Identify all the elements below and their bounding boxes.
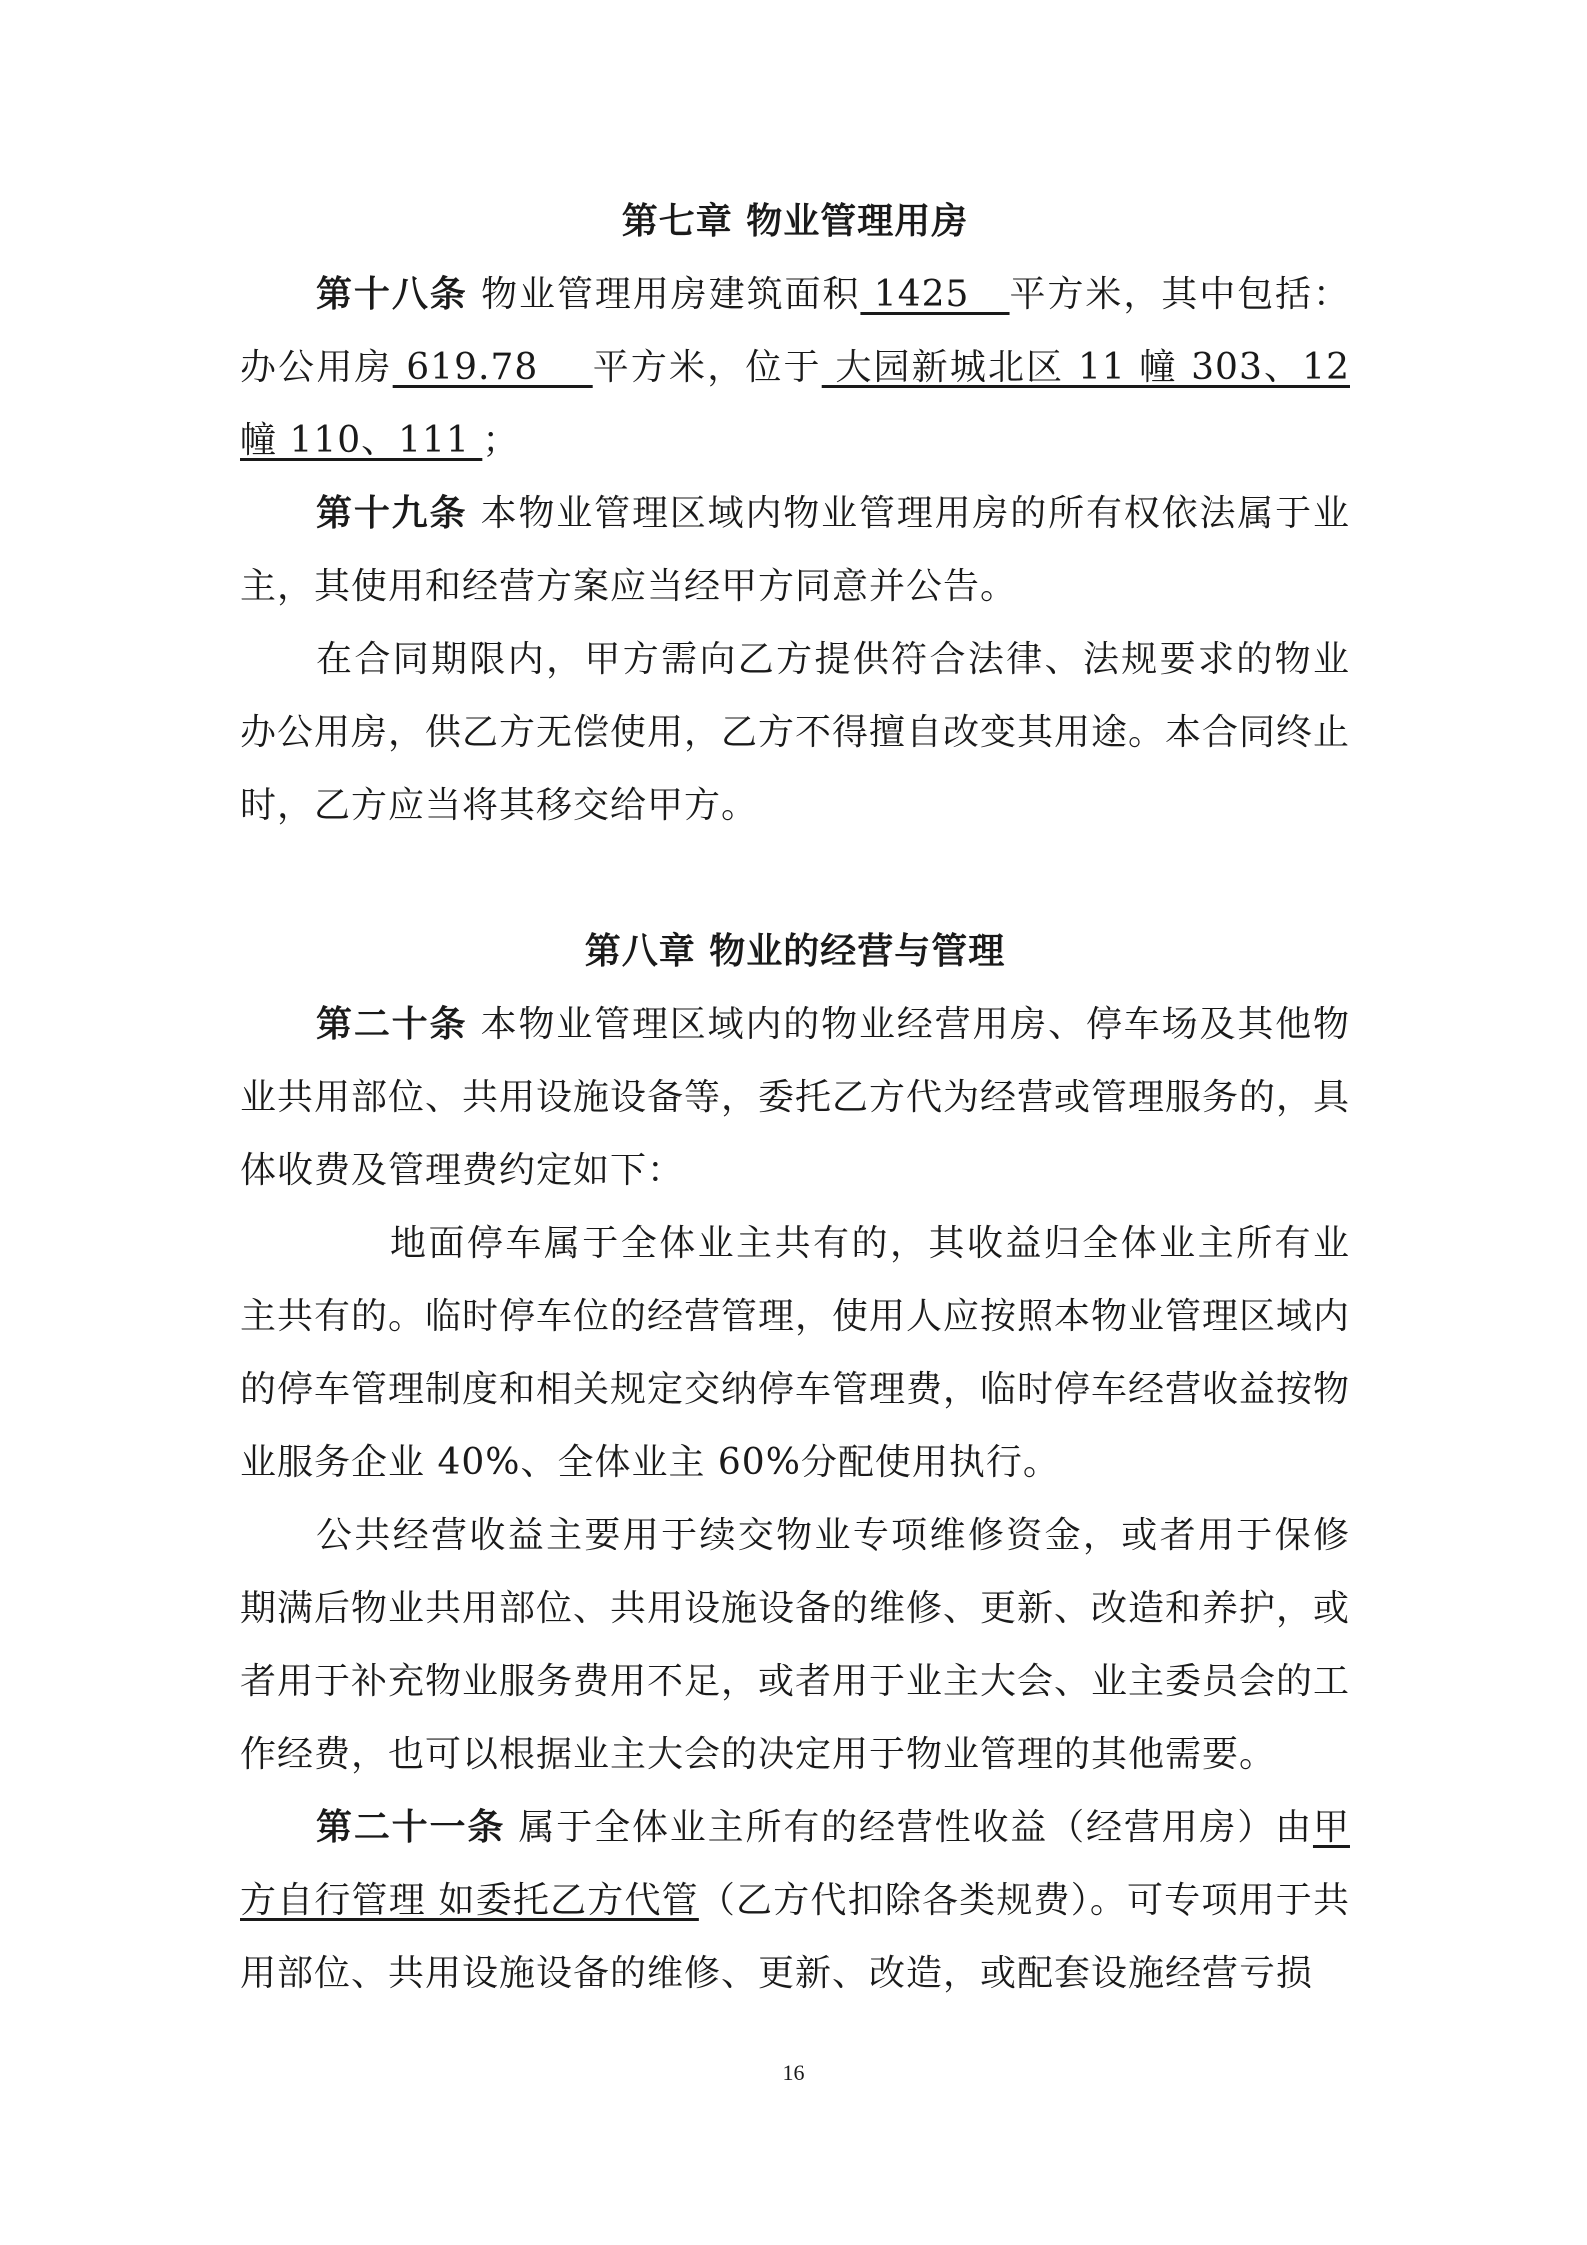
article-20 xyxy=(240,988,1350,1207)
article-21-managed-by: 甲方自行管理 如委托乙方代管 xyxy=(240,1807,1350,1921)
article-18-text-1: 物业管理用房建筑面积 xyxy=(467,274,861,315)
article-18-text-4: ； xyxy=(482,420,520,461)
article-21-label: 第二十一条 xyxy=(316,1806,506,1848)
paragraph-parking: 地面停车属于全体业主共有的，其收益归全体业主所有业主共有的。临时停车位的经营管理，使用人应按照本物业管理区域内的停车管理制度和相关规定交纳停车管理费，临时停车经营收益按物业服务企业 40%、全体业主 60%分配使用执行。 xyxy=(240,1223,1351,1483)
article-19-text: 本物业管理区域内物业管理用房的所有权依法属于业主，其使用和经营方案应当经甲方同意并公告。 xyxy=(240,493,1350,607)
article-20-text: 本物业管理区域内的物业经营用房、停车场及其他物业共用部位、共用设施设备等，委托乙方代为经营或管理服务的，具体收费及管理费约定如下： xyxy=(240,1004,1351,1191)
article-21-text-1: 属于全体业主所有的经营性收益（经营用房）由 xyxy=(505,1807,1313,1848)
article-21-text-2: （乙方代扣除各类规费）。可专项用于共用部位、共用设施设备的维修、更新、改造，或配套设施经营亏损 xyxy=(240,1880,1350,1994)
article-20-label: 第二十条 xyxy=(316,1003,468,1045)
chapter-7-title: 第七章 物业管理用房 xyxy=(621,200,969,242)
article-18-location: 大园新城北区 11 幢 303、12 幢 110、111 xyxy=(240,347,1350,461)
article-19-label: 第十九条 xyxy=(316,492,468,534)
page-content xyxy=(240,185,1350,2010)
section-spacer xyxy=(240,842,1350,915)
article-18-label: 第十八条 xyxy=(316,273,468,315)
article-21 xyxy=(240,1791,1350,2010)
article-18-text-2: 平方米，其中包括：办公用房 xyxy=(240,274,1350,388)
article-18-total-area: 1425 xyxy=(860,274,1010,315)
paragraph-contract-term: 在合同期限内，甲方需向乙方提供符合法律、法规要求的物业办公用房，供乙方无偿使用，乙方不得擅自改变其用途。本合同终止时，乙方应当将其移交给甲方。 xyxy=(240,639,1351,826)
chapter-8-title: 第八章 物业的经营与管理 xyxy=(584,930,1006,972)
paragraph-public-income: 公共经营收益主要用于续交物业专项维修资金，或者用于保修期满后物业共用部位、共用设施设备的维修、更新、改造和养护，或者用于补充物业服务费用不足，或者用于业主大会、业主委员会的工作经费，也可以根据业主大会的决定用于物业管理的其他需要。 xyxy=(240,1515,1351,1775)
article-18-office-area: 619.78 xyxy=(392,347,593,388)
article-19 xyxy=(240,477,1350,623)
article-18 xyxy=(240,258,1350,477)
article-18-text-3: 平方米，位于 xyxy=(592,347,822,388)
page-number: 16 xyxy=(782,2060,805,2085)
